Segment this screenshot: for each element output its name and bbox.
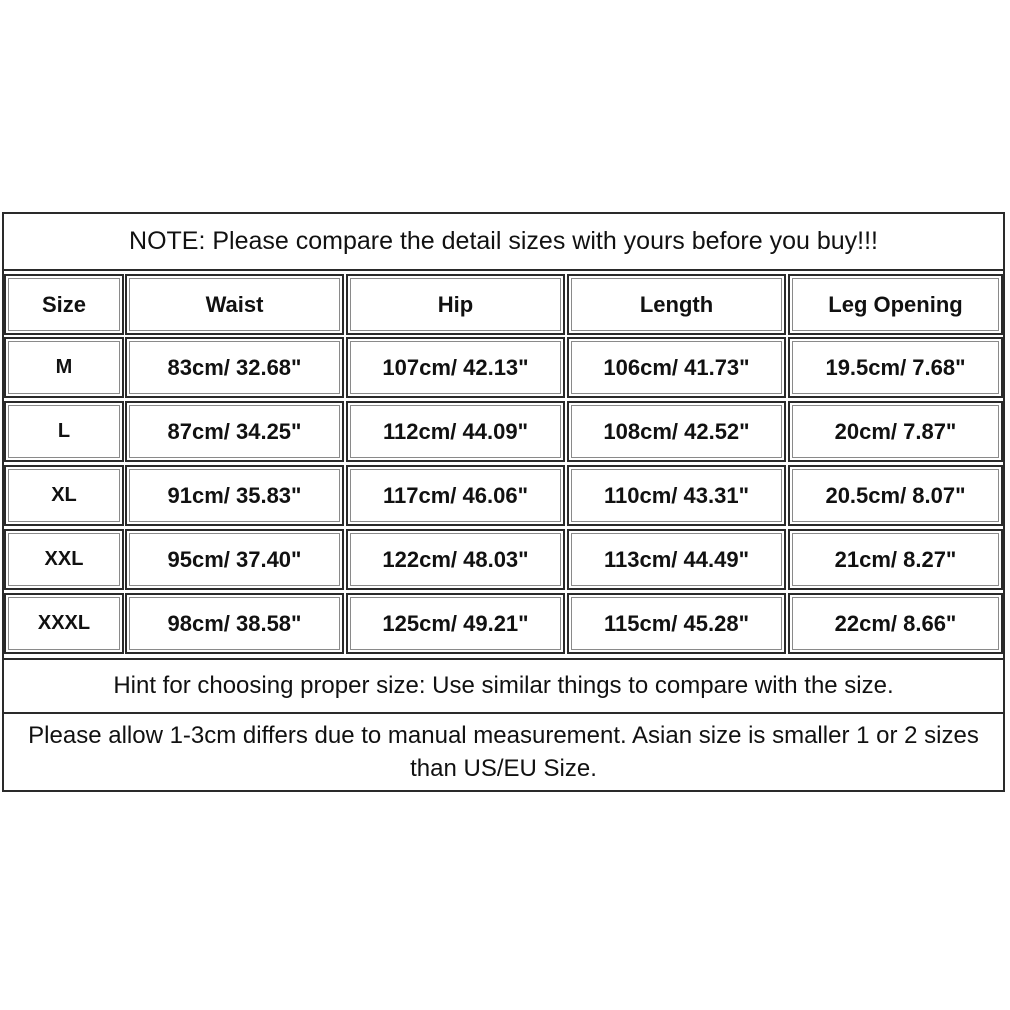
header-leg-opening: Leg Opening [788, 274, 1003, 335]
cell-length: 106cm/ 41.73" [567, 337, 786, 398]
cell-length: 108cm/ 42.52" [567, 401, 786, 462]
cell-length: 115cm/ 45.28" [567, 593, 786, 654]
cell-leg-opening: 19.5cm/ 7.68" [788, 337, 1003, 398]
cell-leg-opening: 22cm/ 8.66" [788, 593, 1003, 654]
header-waist: Waist [125, 274, 344, 335]
cell-hip: 112cm/ 44.09" [346, 401, 565, 462]
size-table [4, 271, 1003, 656]
cell-hip: 117cm/ 46.06" [346, 465, 565, 526]
size-chart [2, 212, 1005, 792]
header-hip: Hip [346, 274, 565, 335]
measurement-disclaimer: Please allow 1-3cm differs due to manual measurement. Asian size is smaller 1 or 2 sizes than US/EU Size. [28, 722, 979, 782]
cell-leg-opening: 20.5cm/ 8.07" [788, 465, 1003, 526]
cell-size: XXL [4, 529, 124, 590]
cell-hip: 107cm/ 42.13" [346, 337, 565, 398]
cell-size: XXXL [4, 593, 124, 654]
cell-length: 113cm/ 44.49" [567, 529, 786, 590]
size-hint: Hint for choosing proper size: Use similar things to compare with the size. [4, 658, 1003, 714]
cell-waist: 87cm/ 34.25" [125, 401, 344, 462]
cell-leg-opening: 21cm/ 8.27" [788, 529, 1003, 590]
cell-size: L [4, 401, 124, 462]
cell-hip: 122cm/ 48.03" [346, 529, 565, 590]
cell-size: M [4, 337, 124, 398]
cell-waist: 95cm/ 37.40" [125, 529, 344, 590]
cell-leg-opening: 20cm/ 7.87" [788, 401, 1003, 462]
header-length: Length [567, 274, 786, 335]
cell-hip: 125cm/ 49.21" [346, 593, 565, 654]
cell-length: 110cm/ 43.31" [567, 465, 786, 526]
cell-waist: 91cm/ 35.83" [125, 465, 344, 526]
header-size: Size [4, 274, 124, 335]
note-banner: NOTE: Please compare the detail sizes with yours before you buy!!! [4, 214, 1003, 271]
cell-size: XL [4, 465, 124, 526]
cell-waist: 98cm/ 38.58" [125, 593, 344, 654]
cell-waist: 83cm/ 32.68" [125, 337, 344, 398]
